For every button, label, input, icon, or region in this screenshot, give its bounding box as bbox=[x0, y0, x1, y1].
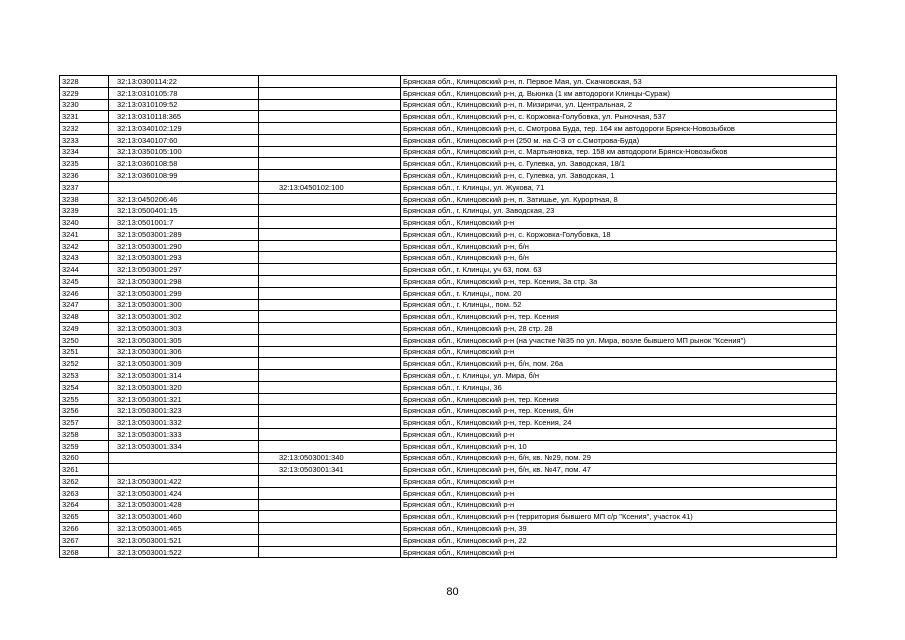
cadastral-number-secondary-cell bbox=[259, 276, 401, 288]
address-cell: Брянская обл., Клинцовский р-н bbox=[401, 346, 837, 358]
row-number-cell: 3260 bbox=[60, 452, 109, 464]
cadastral-number-secondary-cell bbox=[259, 511, 401, 523]
table-row bbox=[60, 240, 837, 252]
cadastral-number-cell: 32:13:0503001:289 bbox=[109, 228, 259, 240]
cadastral-number-cell: 32:13:0360108:99 bbox=[109, 170, 259, 182]
cadastral-number-cell: 32:13:0300114:22 bbox=[109, 76, 259, 88]
table-row bbox=[60, 299, 837, 311]
address-cell: Брянская обл., Клинцовский р-н, с. Коржовка-Голубовка, 18 bbox=[401, 228, 837, 240]
row-number-cell: 3242 bbox=[60, 240, 109, 252]
cadastral-number-secondary-cell bbox=[259, 523, 401, 535]
cadastral-number-cell: 32:13:0503001:428 bbox=[109, 499, 259, 511]
table-row bbox=[60, 205, 837, 217]
address-cell: Брянская обл., Клинцовский р-н, 39 bbox=[401, 523, 837, 535]
cadastral-number-secondary-cell bbox=[259, 264, 401, 276]
table-row bbox=[60, 170, 837, 182]
address-cell: Брянская обл., г. Клинцы, уч 63, пом. 63 bbox=[401, 264, 837, 276]
address-cell: Брянская обл., Клинцовский р-н, тер. Ксения bbox=[401, 393, 837, 405]
address-cell: Брянская обл., г. Клинцы,, пом. 52 bbox=[401, 299, 837, 311]
address-cell: Брянская обл., Клинцовский р-н, с. Смотрова Буда, тер. 164 км автодороги Брянск-Новозыбков bbox=[401, 123, 837, 135]
table-row bbox=[60, 487, 837, 499]
table-row bbox=[60, 193, 837, 205]
row-number-cell: 3264 bbox=[60, 499, 109, 511]
row-number-cell: 3234 bbox=[60, 146, 109, 158]
cadastral-number-cell bbox=[109, 452, 259, 464]
cadastral-number-secondary-cell bbox=[259, 146, 401, 158]
address-cell: Брянская обл., Клинцовский р-н bbox=[401, 428, 837, 440]
page-number: 80 bbox=[446, 586, 459, 598]
address-cell: Брянская обл., г. Клинцы, ул. Жукова, 71 bbox=[401, 181, 837, 193]
address-cell: Брянская обл., Клинцовский р-н, п. Первое Мая, ул. Скачковская, 53 bbox=[401, 76, 837, 88]
address-cell: Брянская обл., Клинцовский р-н, 22 bbox=[401, 534, 837, 546]
cadastral-number-cell: 32:13:0310105:78 bbox=[109, 87, 259, 99]
cadastral-number-secondary-cell bbox=[259, 476, 401, 488]
address-cell: Брянская обл., Клинцовский р-н (250 м. на С-З от с.Смотрова-Буда) bbox=[401, 134, 837, 146]
row-number-cell: 3250 bbox=[60, 334, 109, 346]
row-number-cell: 3255 bbox=[60, 393, 109, 405]
address-cell: Брянская обл., Клинцовский р-н, 10 bbox=[401, 440, 837, 452]
row-number-cell: 3267 bbox=[60, 534, 109, 546]
table-row bbox=[60, 511, 837, 523]
row-number-cell: 3237 bbox=[60, 181, 109, 193]
address-cell: Брянская обл., Клинцовский р-н, тер. Ксения, 24 bbox=[401, 417, 837, 429]
table-row bbox=[60, 276, 837, 288]
cadastral-number-secondary-cell bbox=[259, 252, 401, 264]
address-cell: Брянская обл., г. Клинцы, 36 bbox=[401, 381, 837, 393]
cadastral-number-cell: 32:13:0340102:129 bbox=[109, 123, 259, 135]
cadastral-number-cell: 32:13:0503001:298 bbox=[109, 276, 259, 288]
address-cell: Брянская обл., Клинцовский р-н, тер. Ксения, 3а стр. 3а bbox=[401, 276, 837, 288]
table-row bbox=[60, 123, 837, 135]
row-number-cell: 3235 bbox=[60, 158, 109, 170]
row-number-cell: 3257 bbox=[60, 417, 109, 429]
table-row bbox=[60, 476, 837, 488]
cadastral-number-secondary-cell bbox=[259, 217, 401, 229]
address-cell: Брянская обл., Клинцовский р-н bbox=[401, 546, 837, 558]
table-row bbox=[60, 346, 837, 358]
address-cell: Брянская обл., Клинцовский р-н (на участке №35 по ул. Мира, возле бывшего МП рынок "Ксения") bbox=[401, 334, 837, 346]
table-row bbox=[60, 428, 837, 440]
row-number-cell: 3262 bbox=[60, 476, 109, 488]
table-row bbox=[60, 87, 837, 99]
cadastral-number-secondary-cell bbox=[259, 358, 401, 370]
cadastral-number-secondary-cell: 32:13:0503001:340 bbox=[259, 452, 401, 464]
row-number-cell: 3247 bbox=[60, 299, 109, 311]
row-number-cell: 3258 bbox=[60, 428, 109, 440]
row-number-cell: 3259 bbox=[60, 440, 109, 452]
table-row bbox=[60, 264, 837, 276]
cadastral-number-cell: 32:13:0503001:521 bbox=[109, 534, 259, 546]
cadastral-number-cell: 32:13:0350105:100 bbox=[109, 146, 259, 158]
row-number-cell: 3243 bbox=[60, 252, 109, 264]
row-number-cell: 3263 bbox=[60, 487, 109, 499]
cadastral-number-secondary-cell bbox=[259, 393, 401, 405]
cadastral-number-cell: 32:13:0503001:321 bbox=[109, 393, 259, 405]
row-number-cell: 3241 bbox=[60, 228, 109, 240]
address-cell: Брянская обл., Клинцовский р-н bbox=[401, 487, 837, 499]
cadastral-number-secondary-cell bbox=[259, 534, 401, 546]
cadastral-number-cell: 32:13:0310118:365 bbox=[109, 111, 259, 123]
address-cell: Брянская обл., Клинцовский р-н, б/н, кв. №29, пом. 29 bbox=[401, 452, 837, 464]
cadastral-number-cell: 32:13:0503001:422 bbox=[109, 476, 259, 488]
address-cell: Брянская обл., Клинцовский р-н bbox=[401, 476, 837, 488]
cadastral-number-cell: 32:13:0340107:60 bbox=[109, 134, 259, 146]
cadastral-number-secondary-cell bbox=[259, 440, 401, 452]
table-row bbox=[60, 393, 837, 405]
cadastral-number-cell: 32:13:0450206:46 bbox=[109, 193, 259, 205]
cadastral-number-secondary-cell bbox=[259, 417, 401, 429]
table-row bbox=[60, 252, 837, 264]
row-number-cell: 3232 bbox=[60, 123, 109, 135]
cadastral-number-secondary-cell bbox=[259, 205, 401, 217]
address-cell: Брянская обл., Клинцовский р-н, 28 стр. 28 bbox=[401, 323, 837, 335]
address-cell: Брянская обл., Клинцовский р-н, б/н bbox=[401, 252, 837, 264]
row-number-cell: 3265 bbox=[60, 511, 109, 523]
address-cell: Брянская обл., Клинцовский р-н, с. Гулевка, ул. Заводская, 1 bbox=[401, 170, 837, 182]
cadastral-number-secondary-cell bbox=[259, 334, 401, 346]
address-cell: Брянская обл., Клинцовский р-н bbox=[401, 217, 837, 229]
cadastral-number-cell: 32:13:0503001:465 bbox=[109, 523, 259, 535]
cadastral-number-secondary-cell bbox=[259, 170, 401, 182]
table-row bbox=[60, 417, 837, 429]
address-cell: Брянская обл., г. Клинцы, ул. Мира, б/н bbox=[401, 370, 837, 382]
row-number-cell: 3251 bbox=[60, 346, 109, 358]
table-row bbox=[60, 158, 837, 170]
cadastral-number-cell: 32:13:0503001:300 bbox=[109, 299, 259, 311]
cadastral-number-cell: 32:13:0503001:309 bbox=[109, 358, 259, 370]
cadastral-number-secondary-cell bbox=[259, 158, 401, 170]
table-row bbox=[60, 217, 837, 229]
address-cell: Брянская обл., Клинцовский р-н, п. Затишье, ул. Курортная, 8 bbox=[401, 193, 837, 205]
cadastral-number-cell: 32:13:0503001:333 bbox=[109, 428, 259, 440]
cadastral-number-secondary-cell bbox=[259, 311, 401, 323]
row-number-cell: 3248 bbox=[60, 311, 109, 323]
address-cell: Брянская обл., Клинцовский р-н, с. Коржовка-Голубовка, ул. Рыночная, 537 bbox=[401, 111, 837, 123]
table-row bbox=[60, 311, 837, 323]
row-number-cell: 3253 bbox=[60, 370, 109, 382]
cadastral-number-secondary-cell bbox=[259, 299, 401, 311]
cadastral-number-secondary-cell bbox=[259, 123, 401, 135]
table-row bbox=[60, 323, 837, 335]
row-number-cell: 3245 bbox=[60, 276, 109, 288]
address-cell: Брянская обл., Клинцовский р-н, с. Гулевка, ул. Заводская, 18/1 bbox=[401, 158, 837, 170]
table-row bbox=[60, 334, 837, 346]
cadastral-number-secondary-cell: 32:13:0503001:341 bbox=[259, 464, 401, 476]
cadastral-number-secondary-cell bbox=[259, 228, 401, 240]
cadastral-number-cell bbox=[109, 464, 259, 476]
table-row bbox=[60, 440, 837, 452]
cadastral-number-secondary-cell bbox=[259, 87, 401, 99]
table-row bbox=[60, 146, 837, 158]
cadastral-number-secondary-cell bbox=[259, 499, 401, 511]
cadastral-number-secondary-cell bbox=[259, 405, 401, 417]
row-number-cell: 3261 bbox=[60, 464, 109, 476]
cadastral-number-cell: 32:13:0503001:297 bbox=[109, 264, 259, 276]
address-cell: Брянская обл., Клинцовский р-н bbox=[401, 499, 837, 511]
cadastral-number-cell: 32:13:0503001:302 bbox=[109, 311, 259, 323]
cadastral-number-cell: 32:13:0310109:52 bbox=[109, 99, 259, 111]
row-number-cell: 3249 bbox=[60, 323, 109, 335]
cadastral-number-secondary-cell bbox=[259, 346, 401, 358]
cadastral-number-cell: 32:13:0503001:290 bbox=[109, 240, 259, 252]
row-number-cell: 3238 bbox=[60, 193, 109, 205]
cadastral-number-secondary-cell bbox=[259, 287, 401, 299]
row-number-cell: 3256 bbox=[60, 405, 109, 417]
cadastral-number-cell: 32:13:0503001:460 bbox=[109, 511, 259, 523]
address-cell: Брянская обл., Клинцовский р-н, п. Мизиричи, ул. Центральная, 2 bbox=[401, 99, 837, 111]
cadastral-number-cell: 32:13:0503001:299 bbox=[109, 287, 259, 299]
address-cell: Брянская обл., Клинцовский р-н, б/н, пом. 26а bbox=[401, 358, 837, 370]
cadastral-number-cell: 32:13:0503001:332 bbox=[109, 417, 259, 429]
cadastral-number-secondary-cell bbox=[259, 99, 401, 111]
cadastral-number-cell: 32:13:0503001:424 bbox=[109, 487, 259, 499]
row-number-cell: 3244 bbox=[60, 264, 109, 276]
table-row bbox=[60, 546, 837, 558]
registry-table-body bbox=[60, 76, 837, 558]
table-row bbox=[60, 181, 837, 193]
cadastral-number-secondary-cell bbox=[259, 381, 401, 393]
cadastral-number-cell: 32:13:0503001:522 bbox=[109, 546, 259, 558]
cadastral-number-secondary-cell bbox=[259, 370, 401, 382]
table-row bbox=[60, 381, 837, 393]
cadastral-number-cell: 32:13:0500401:15 bbox=[109, 205, 259, 217]
cadastral-number-secondary-cell bbox=[259, 240, 401, 252]
cadastral-number-secondary-cell bbox=[259, 76, 401, 88]
cadastral-number-secondary-cell bbox=[259, 323, 401, 335]
cadastral-number-secondary-cell bbox=[259, 134, 401, 146]
row-number-cell: 3229 bbox=[60, 87, 109, 99]
table-row bbox=[60, 534, 837, 546]
cadastral-number-secondary-cell bbox=[259, 193, 401, 205]
address-cell: Брянская обл., Клинцовский р-н, с. Мартьяновка, тер. 158 км автодороги Брянск-Новозыбков bbox=[401, 146, 837, 158]
cadastral-number-cell: 32:13:0360108:58 bbox=[109, 158, 259, 170]
registry-table bbox=[59, 75, 837, 558]
cadastral-number-secondary-cell bbox=[259, 428, 401, 440]
cadastral-number-secondary-cell bbox=[259, 546, 401, 558]
cadastral-number-cell: 32:13:0503001:320 bbox=[109, 381, 259, 393]
table-row bbox=[60, 99, 837, 111]
address-cell: Брянская обл., г. Клинцы, ул. Заводская, 23 bbox=[401, 205, 837, 217]
row-number-cell: 3254 bbox=[60, 381, 109, 393]
cadastral-number-cell: 32:13:0503001:334 bbox=[109, 440, 259, 452]
cadastral-number-cell: 32:13:0503001:306 bbox=[109, 346, 259, 358]
cadastral-number-secondary-cell bbox=[259, 111, 401, 123]
cadastral-number-cell: 32:13:0501001:7 bbox=[109, 217, 259, 229]
table-row bbox=[60, 134, 837, 146]
cadastral-number-cell: 32:13:0503001:314 bbox=[109, 370, 259, 382]
table-row bbox=[60, 76, 837, 88]
row-number-cell: 3230 bbox=[60, 99, 109, 111]
table-row bbox=[60, 358, 837, 370]
address-cell: Брянская обл., Клинцовский р-н, тер. Ксения bbox=[401, 311, 837, 323]
table-row bbox=[60, 287, 837, 299]
table-row bbox=[60, 464, 837, 476]
cadastral-number-cell bbox=[109, 181, 259, 193]
address-cell: Брянская обл., Клинцовский р-н (территория бывшего МП с/р "Ксения", участок 41) bbox=[401, 511, 837, 523]
row-number-cell: 3239 bbox=[60, 205, 109, 217]
row-number-cell: 3228 bbox=[60, 76, 109, 88]
cadastral-number-cell: 32:13:0503001:323 bbox=[109, 405, 259, 417]
row-number-cell: 3233 bbox=[60, 134, 109, 146]
row-number-cell: 3252 bbox=[60, 358, 109, 370]
cadastral-number-secondary-cell: 32:13:0450102:100 bbox=[259, 181, 401, 193]
row-number-cell: 3246 bbox=[60, 287, 109, 299]
table-row bbox=[60, 111, 837, 123]
address-cell: Брянская обл., г. Клинцы,, пом. 20 bbox=[401, 287, 837, 299]
cadastral-number-cell: 32:13:0503001:293 bbox=[109, 252, 259, 264]
address-cell: Брянская обл., Клинцовский р-н, д. Вьюнка (1 км автодороги Клинцы-Сураж) bbox=[401, 87, 837, 99]
address-cell: Брянская обл., Клинцовский р-н, тер. Ксения, б/н bbox=[401, 405, 837, 417]
cadastral-number-secondary-cell bbox=[259, 487, 401, 499]
table-row bbox=[60, 405, 837, 417]
table-row bbox=[60, 228, 837, 240]
row-number-cell: 3266 bbox=[60, 523, 109, 535]
row-number-cell: 3231 bbox=[60, 111, 109, 123]
table-row bbox=[60, 499, 837, 511]
table-row bbox=[60, 523, 837, 535]
row-number-cell: 3236 bbox=[60, 170, 109, 182]
row-number-cell: 3268 bbox=[60, 546, 109, 558]
address-cell: Брянская обл., Клинцовский р-н, б/н, кв. №47, пом. 47 bbox=[401, 464, 837, 476]
cadastral-number-cell: 32:13:0503001:303 bbox=[109, 323, 259, 335]
table-row bbox=[60, 370, 837, 382]
cadastral-number-cell: 32:13:0503001:305 bbox=[109, 334, 259, 346]
address-cell: Брянская обл., Клинцовский р-н, б/н bbox=[401, 240, 837, 252]
row-number-cell: 3240 bbox=[60, 217, 109, 229]
table-row bbox=[60, 452, 837, 464]
